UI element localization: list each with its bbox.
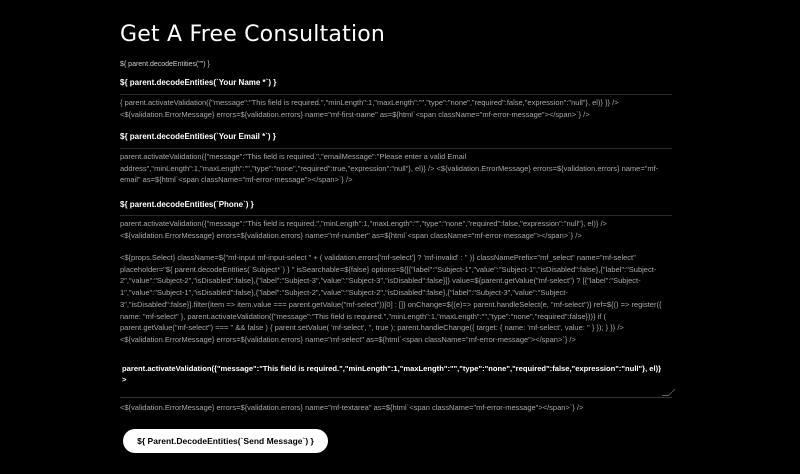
phone-label: ${ parent.decodeEntities(`Phone`) } (120, 200, 254, 209)
message-textarea[interactable] (120, 357, 672, 398)
message-textarea-value: parent.activateValidation({"message":"This field is required.","minLength":1,"maxLength":"","type":"none","required":false,"expression":"null"}, el)} > (122, 364, 662, 384)
send-message-button[interactable]: ${ Parent.DecodeEntities(`Send Message`) } (123, 429, 328, 453)
email-input[interactable]: parent.activateValidation({"message":"This field is required.","emailMessage":"Please enter a valid Email address","minLength":1,"maxLength":"","type":"none","required":true,"expression":"null"}, el)} /> <${validation.ErrorMessage} errors=${validation.errors} name="mf-email" as=${html`<span className="mf-error-message"></span>`} /> (120, 148, 672, 189)
form-title: Get A Free Consultation (120, 22, 386, 47)
name-input[interactable]: { parent.activateValidation({"message":"This field is required.","minLength":1,"maxLength":"","type":"none","required":false,"expression":"null"}, el)} }} /> <${validation.ErrorMessage} errors=${validation.errors} name="mf-first-name" as=${html`<span className="mf-error-message"></span>`} /> (120, 94, 672, 123)
name-label: ${ parent.decodeEntities(`Your Name *`) } (120, 78, 277, 87)
form-meta-text: ${ parent.decodeEntities("") } (120, 61, 210, 68)
resize-grip-icon[interactable] (662, 389, 676, 396)
email-label: ${ parent.decodeEntities(`Your Email *`) } (120, 132, 276, 141)
message-error-text: <${validation.ErrorMessage} errors=${validation.errors} name="mf-textarea" as=${html`<span className="mf-error-message"></span>`} /> (120, 403, 584, 412)
subject-select[interactable]: <${props.Select} className=${"mf-input mf-input-select " + ( validation.errors['mf-select'] ? 'mf-invalid' : '' )} classNamePrefix="mf_select" name="mf-select" placeholder="${ parent.decodeEntities(`Subject*`) } " isSearchable=${false} options=${[{"label":"Subject-1","value":"Subject-1","isDisabled":false},{"label":"Subject-2","value":"Subject-2","isDisabled":false},{"label":"Subject-3","value":"Subject-3","isDisabled":false}]} value=${parent.getValue("mf-select") ? [{"label":"Subject-1","value":"Subject-1","isDisabled":false},{"label":"Subject-2","value":"Subject-2","isDisabled":false},{"label":"Subject-3","value":"Subject-3","isDisabled":false}].filter(item => item.value === parent.getValue("mf-select"))[0] : []} onChange=${(e)=> parent.handleSelect(e, "mf-select")} ref=${() => register({ name: "mf-select" }, parent.activateValidation({"message":"This field is required.","minLength":1,"maxLength":"","type":"none","required":false}))} if ( parent.getValue("mf-select") === '' && false ) { parent.setValue( 'mf-select', '', true ); parent.handleChange({ target: { name: 'mf-select', value: '' } }); } }} /> <${validation.ErrorMessage} errors=${validation.errors} name="mf-select" as=${html`<span className="mf-error-message"></span>`} /> (120, 253, 662, 344)
phone-input[interactable]: parent.activateValidation({"message":"This field is required.","minLength":1,"maxLength":"","type":"none","required":false,"expression":"null"}, el)} /> <${validation.ErrorMessage} errors=${validation.errors} name="mf-number" as=${html`<span className="mf-error-message"></span>`} /> (120, 215, 672, 244)
